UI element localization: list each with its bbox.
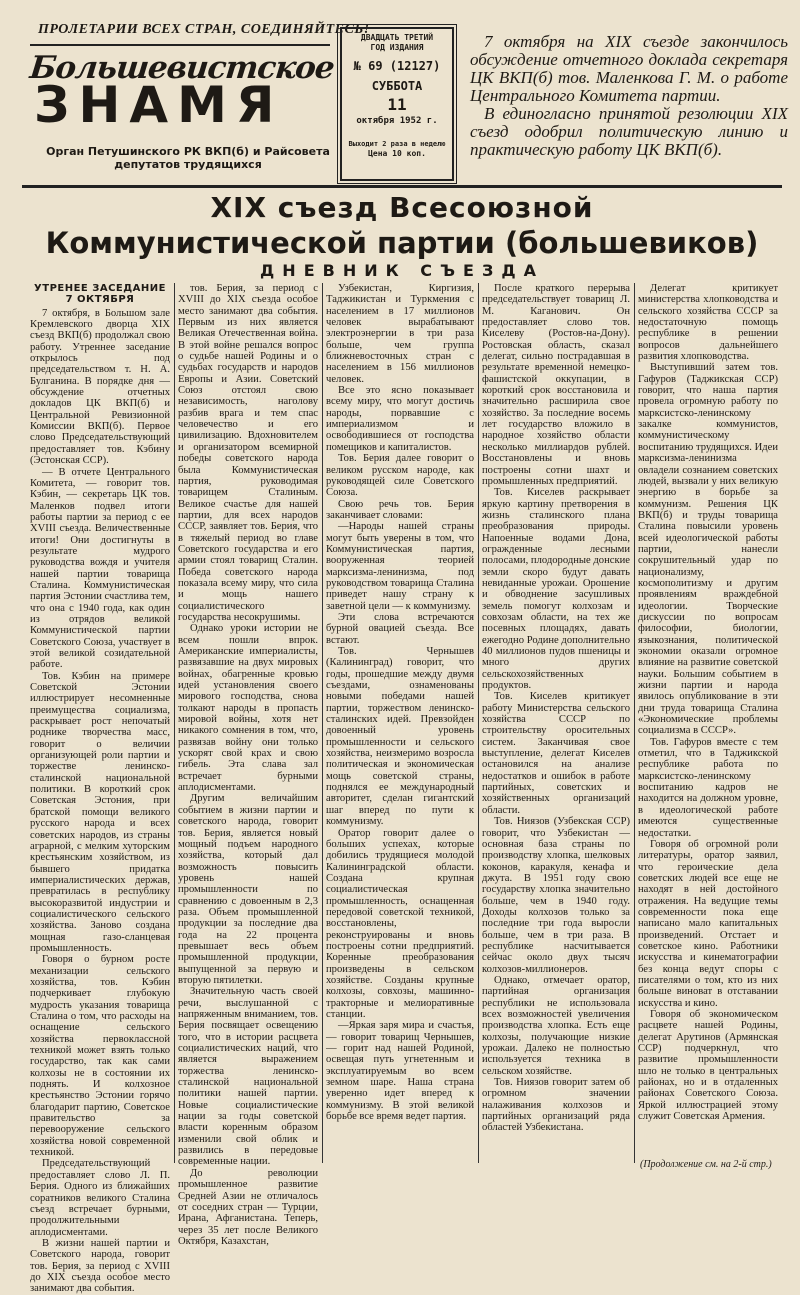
article-paragraph: 7 октября, в Большом зале Кремлевского дворца XIX съезд ВКП(б) продолжал свою работу. Утреннее заседание открылось под председательством т. Н. А. Булганина. В порядке дня — обсуждение отчетных докладов ЦК ВКП(б) и Центральной Ревизионной Комиссии ВКП(б). Первое слово Председательствующий предоставляет тов. Кэбину (Эстонская ССР). <box>30 307 170 467</box>
newspaper-organ <box>38 145 338 171</box>
article-paragraph: Однако уроки истории не всем пошли впрок. Американские империалисты, развязавшие на двух мировых войнах, обагренные кровью идей установления своего мирового господства, снова толкают народы в пропасть мировой войны, хотя нет никакого сомнения в том, что, развязав войну они только ускорят свой крах и свою гибель. Эта слава зал встречает бурными аплодисментами. <box>178 623 318 794</box>
article-column-4 <box>482 283 630 1163</box>
article-column-2 <box>178 283 318 1247</box>
article-paragraph: —Яркая заря мира и счастья, — говорит товарищ Чернышев, — горит над нашей Родиной, освещая путь угнетенным и эксплуатируемым во всем земном шаре. Наша страна уверенно идет вперед к коммунизму. В этой великой борьбе все время ведет партия. <box>326 1020 474 1123</box>
issue-number: № 69 (12127) <box>353 59 441 73</box>
slogan: ПРОЛЕТАРИИ ВСЕХ СТРАН, СОЕДИНЯЙТЕСЬ! <box>38 22 370 37</box>
session-title: УТРЕНЕЕ ЗАСЕДАНИЕ 7 ОКТЯБРЯ <box>34 283 166 306</box>
article-paragraph: Однако, отмечает оратор, партийная организация республики не использовала всех возможностей увеличения производства хлопка. Есть еще колхозы, получающие низкие урожаи. Далеко не полностью используется техника в сельском хозяйстве. <box>482 974 630 1077</box>
slogan-rule <box>30 44 330 46</box>
column-divider <box>322 283 323 1163</box>
headline-line2: Коммунистической партии (большевиков) <box>45 226 759 260</box>
headline-line3: ДНЕВНИК СЪЕЗДА <box>260 261 544 280</box>
article-column-5 <box>638 283 778 1163</box>
organ-line2: депутатов трудящихся <box>114 158 262 171</box>
article-paragraph: Тов. Кэбин на примере Советской Эстонии иллюстрирует несомненные преимущества социализма, раскрывает рост непочатый роднике творчества масс, говорит о величии организующей роли партии и торжестве ленинско-сталинской национальной политики. В короткий срок Советская Эстония, при братской помощи великого русского народа и всех советских народов, из страны аграрной, с мелким хуторским крестьянским хозяйством, из бывшего придатка империалистических держав, превратилась в республику высокоразвитой индустрии и социалистического сельского хозяйства. Заново создана мощная газо-сланцевая промышленность. <box>30 670 170 954</box>
article-paragraph: Тов. Ниязов (Узбекская ССР) говорит, что Узбекистан — основная база страны по производству хлопка, шелковых коконов, каракуля, кенафа и джута. В 1951 году свою государству хлопка значительно больше, чем в 1940 году. Доходы колхозов только за последние три года выросли больше, чем в три раза. В республике насчитывается сейчас около двух тысяч колхозов-миллионеров. <box>482 816 630 975</box>
header-rule <box>22 185 782 188</box>
article-paragraph: До революции промышленное развитие Средней Азии не отличалось от соседних стран — Турции, Ирана, Афганистана. Теперь, через 35 лет после Великого Октября, Казахстан, <box>178 1167 318 1247</box>
article-paragraph: Тов. Гафуров вместе с тем отметил, что в Таджикской республике работа по марксистско-ленинскому воспитанию кадров не находится на должном уровне, в идеологической работе имеются существенные недостатки. <box>638 736 778 839</box>
article-paragraph: —Народы нашей страны могут быть уверены в том, что Коммунистическая партия, вооруженная теорией марксизма-ленинизма, под руководством товарища Сталина приведет нашу страну к заветной цели — к коммунизму. <box>326 521 475 612</box>
article-paragraph: Говоря об экономическом расцвете нашей Родины, делегат Арутинов (Армянская ССР) подчеркнул, что развитие промышленности шло не только в центральных районах, но и в отдаленных районах Советского Союза. Яркой иллюстрацией этому служит Советская Армения. <box>638 1009 778 1123</box>
announcement <box>470 33 788 159</box>
column-divider <box>174 283 175 1163</box>
article-paragraph: Выступивший затем тов. Гафуров (Таджикская ССР) говорит, что наша партия провела огромную работу по марксистско-ленинскому закалке коммунистов, коммунистическому воспитанию трудящихся. Идеи марксизма-ленинизма овладели сознанием советских людей, вызвали у них великую энергию в борьбе за коммунизм. Решения ЦК ВКП(б) и труды товарища Сталина повысили уровень всей идеологической работы партии, нанесли сокрушительный удар по национализму, космополитизму и другим проявлениям враждебной идеологии. Творческие дискуссии по вопросам философии, биологии, языкознания, политической экономии оказали огромное влияние на развитие советской науки. Большим событием в жизни партии и народа явилось опубликование в эти дни труда товарища Сталина «Экономические проблемы социализма в СССР». <box>638 362 778 737</box>
article-paragraph: Значительную часть своей речи, выслушанной с напряженным вниманием, тов. Берия посвящает освещению того, что в истории расцвета социалистических наций, что является выражением торжества ленинско-сталинской национальной политики нашей партии. Новые социалистические нации за годы советской власти коренным образом изменили свой облик и развились в передовые современные нации. <box>178 986 318 1168</box>
issue-month-year: октября 1952 г. <box>356 116 438 126</box>
article-column-3 <box>326 283 474 1163</box>
article-paragraph: Оратор говорит далее о больших успехах, которые добились трудящиеся молодой Калининградской области. Создана крупная социалистическая промышленность, оснащенная передовой советской техникой, восстановлены, реконструированы и вновь построены сотни предприятий. Коренные преобразования произведены в сельском хозяйстве. Созданы крупные колхозы, совхозы, машинно-тракторные и мелиоративные станции. <box>326 827 474 1020</box>
article-paragraph: Тов. Киселев критикует работу Министерства сельского хозяйства СССР по строительству оросительных систем. Заканчивая свое выступление, делегат Киселев остановился на анализе недостатков и ошибок в работе партийных, советских и хозяйственных организаций области. <box>482 691 630 816</box>
article-paragraph: В жизни нашей партии и Советского народа, говорит тов. Берия, за период с XVIII до XIX съезда особое место занимают два события. <box>30 1237 170 1295</box>
article-paragraph: Говоря о бурном росте механизации сельского хозяйства, тов. Кэбин подчеркивает глубокую мудрость указания товарища Сталина о том, что расходы на оснащение сельского хозяйства первоклассной техникой может взять только государство, так как сами колхозы не в состоянии их поднять. И колхозное крестьянство Эстонии горячо благодарит партию, Советское правительство за перевооружение сельского хозяйства новой современной техникой. <box>30 954 170 1159</box>
article-paragraph: Все это ясно показывает всему миру, что могут достичь народы, порвавшие с империализмом и освободившиеся от господства помещиков и капиталистов. <box>326 385 474 453</box>
article-paragraph: Другим величайшим событием в жизни партии и советского народа, говорит тов. Берия, является новый мощный подъем народного хозяйства, который дал возможность повысить уровень нашей промышленности по сравнению с довоенным в 2,3 раза. Объем промышленной продукции за последние два года на 22 процента превышает весь объем промышленной продукции, выпущенной за первую и вторую пятилетки. <box>178 793 318 986</box>
article-paragraph: Эти слова встречаются бурной овацией съезда. Все встают. <box>326 611 474 646</box>
article-paragraph: Тов. Чернышев (Калининград) говорит, что годы, прошедшие между двумя съездами, ознаменованы новыми победами нашей партии, торжеством ленинско-сталинских идей. Превзойден довоенный уровень промышленности и сельского хозяйства, неизмеримо возросла политическая и экономическая мощь советской страны, поднялся ее международный авторитет, сделан гигантский шаг вперед по пути к коммунизму. <box>326 646 474 828</box>
issue-year-line1: ДВАДЦАТЬ ТРЕТИЙ <box>360 33 434 42</box>
organ-line1: Орган Петушинского РК ВКП(б) и Райсовета <box>46 145 330 158</box>
column-divider <box>478 283 479 1163</box>
issue-frequency: Выходит 2 раза в неделю <box>348 140 446 148</box>
column-divider <box>634 283 635 1163</box>
newspaper-title-line2: ЗНАМЯ <box>34 76 284 134</box>
article-column-1 <box>30 283 170 1295</box>
continuation-note: (Продолжение см. на 2-й стр.) <box>640 1159 772 1170</box>
article-paragraph: Председательствующий предоставляет слово Л. П. Берия. Одного из ближайших соратников великого Сталина съезд встречает бурными, продолжительными аплодисментами. <box>30 1158 170 1238</box>
article-paragraph: Делегат критикует министерства хлопководства и сельского хозяйства СССР за недостаточную помощь республике в решении вопросов дальнейшего развития хлопководства. <box>638 283 778 363</box>
article-paragraph: Свою речь тов. Берия заканчивает словами: <box>326 498 474 521</box>
issue-info-box <box>340 27 454 181</box>
issue-year-line2: ГОД ИЗДАНИЯ <box>370 43 424 52</box>
article-paragraph: Тов. Ниязов говорит затем об огромном значении налаживания колхозов и партийных организаций ряда областей Узбекистана. <box>482 1077 630 1134</box>
issue-weekday: СУББОТА <box>371 79 423 93</box>
article-paragraph: — В отчете Центрального Комитета, — говорит тов. Кэбин, — секретарь ЦК тов. Маленков подвел итоги работы партии за период с ее XVIII съезда. Величественные итоги! Они достигнуты в результате мудрого руководства вождя и учителя нашей партии товарища Сталина. Коммунистическая партия Эстонии счастлива тем, что она с 1940 года, как один из отрядов великой Коммунистической партии Советского Союза, участвует в этой великой созидательной работе. <box>30 466 170 671</box>
article-paragraph: Тов. Берия далее говорит о великом русском народе, как руководящей силе Советского Союза. <box>326 453 474 499</box>
issue-price: Цена 10 коп. <box>368 149 426 158</box>
article-paragraph: тов. Берия, за период с XVIII до XIX съезда особое место занимают два события. Первым из них является Великая Отечественная война. В этой войне решался вопрос о судьбе нашей Родины и о судьбах государств и народов Европы и Азии. Советский Союз отстоял свою независимость, наголову разбив врага и тем спас человечество и его цивилизацию. Вдохновителем и организатором всемирной победы советского народа была Коммунистическая партия, руководимая товарищем Сталиным. Великое счастье для нашей партии, для всех народов СССР, заявляет тов. Берия, что в тяжелый период во главе Советского государства и его армии стоял товарищ Сталин. Победа советского народа показала всему миру, что сила и мощь нашего социалистического государства несокрушимы. <box>178 283 318 623</box>
issue-day: 11 <box>387 95 407 114</box>
newspaper-title-line1: Большевистское <box>28 50 336 86</box>
headline-line1: XIX съезд Всесоюзной <box>210 191 594 224</box>
announcement-paragraph: В единогласно принятой резолюции XIX съезд одобрил политическую линию и практическую работу ЦК ВКП(б). <box>470 104 788 159</box>
article-paragraph: После краткого перерыва председательствует товарищ Л. М. Каганович. Он предоставляет слово тов. Киселеву (Ростов-на-Дону). Ростовская область, сказал делегат, сильно пострадавшая в результате временной немецко-фашистской оккупации, в короткий срок восстановила и значительно расширила свое хозяйство. За последние восемь лет государство вложило в народное хозяйство области несколько миллиардов рублей. Восстановлены и вновь построены сотни шахт и промышленных предприятий. <box>482 283 630 487</box>
announcement-paragraph: 7 октября на XIX съезде закончилось обсуждение отчетного доклада секретаря ЦК ВКП(б) тов. Маленкова Г. М. о работе Центрального Комитета партии. <box>470 32 788 105</box>
article-paragraph: Узбекистан, Киргизия, Таджикистан и Туркмения с населением в 17 миллионов человек вырабатывают электроэнергии в три раза больше, чем группа ближневосточных стран с населением в 156 миллионов человек. <box>326 283 474 385</box>
article-paragraph: Тов. Киселев раскрывает яркую картину претворения в жизнь сталинского плана преобразования природы. Напоенные водами Дона, огражденные лесными полосами, плодородные донские земли скоро будут давать невиданные урожаи. Орошение и обводнение засушливых земель помогут колхозам и совхозам области, на тех же посевных площадях, давать ежегодно Родине дополнительно 40 миллионов пудов пшеницы и много других сельскохозяйственных продуктов. <box>482 487 630 692</box>
article-paragraph: Говоря об огромной роли литературы, оратор заявил, что героические дела советских людей все еще не находят в ней достойного отражения. На ведущие темы современности пока еще написано мало капитальных произведений. Отстает и советское кино. Работники искусства и кинематографии без конца ведут споры с писателями о том, кто из них больше виноват в отставании искусства и кино. <box>638 838 778 1009</box>
